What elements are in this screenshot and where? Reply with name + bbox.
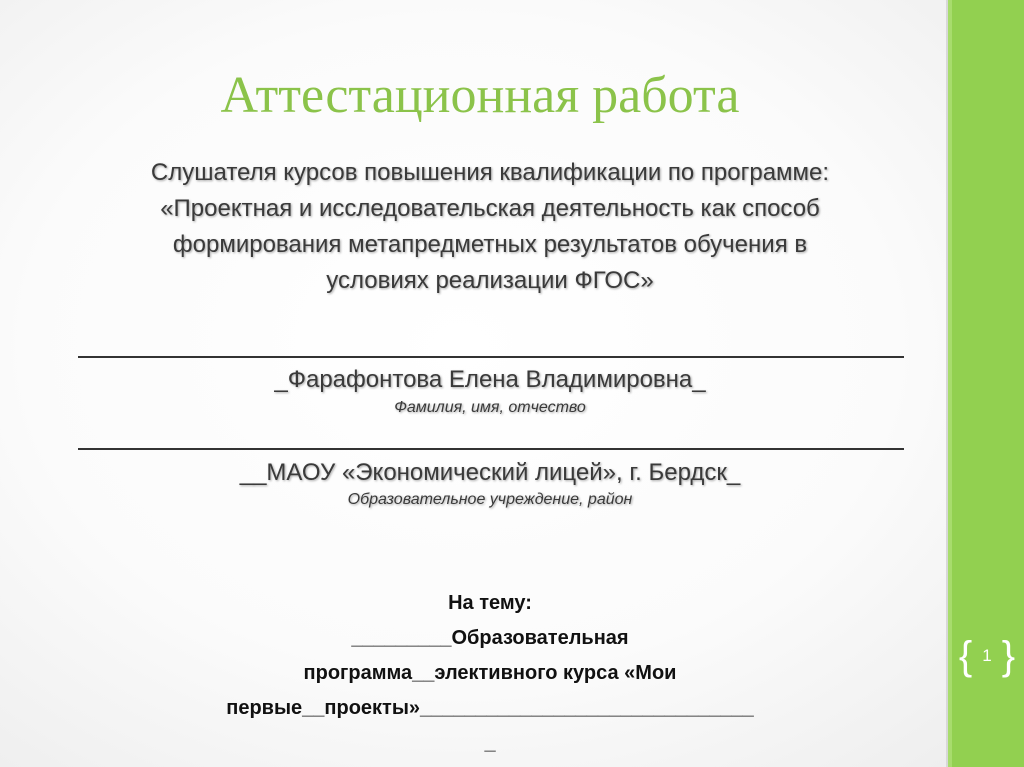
- right-brace-icon: }: [1001, 634, 1016, 678]
- subtitle: [60, 155, 920, 299]
- author-name: _Фарафонтова Елена Владимировна_: [274, 366, 706, 393]
- divider-line: [78, 448, 904, 450]
- topic-line: первые__проекты»______________________________: [226, 697, 754, 719]
- subtitle-line: условиях реализации ФГОС»: [326, 267, 654, 294]
- topic-block: [130, 586, 850, 761]
- divider-line: [78, 356, 904, 358]
- subtitle-line: формирования метапредметных результатов обучения в: [172, 231, 808, 258]
- slide-title: Аттестационная работа: [220, 67, 740, 124]
- subtitle-line: Слушателя курсов повышения квалификации по программе:: [150, 159, 830, 186]
- topic-line: _: [484, 732, 496, 754]
- author-name-caption: Фамилия, имя, отчество: [394, 399, 586, 416]
- topic-line: _________Образовательная: [351, 627, 629, 649]
- topic-line: На тему:: [448, 592, 532, 614]
- institution-name: __МАОУ «Экономический лицей», г. Бердск_: [239, 459, 741, 486]
- slide-number: [957, 632, 1017, 680]
- institution-caption: Образовательное учреждение, район: [347, 491, 633, 508]
- subtitle-line: «Проектная и исследовательская деятельность как способ: [160, 195, 820, 222]
- slide-number-value: 1: [982, 646, 992, 665]
- topic-line: программа__элективного курса «Мои: [303, 662, 677, 684]
- left-brace-icon: {: [958, 634, 973, 678]
